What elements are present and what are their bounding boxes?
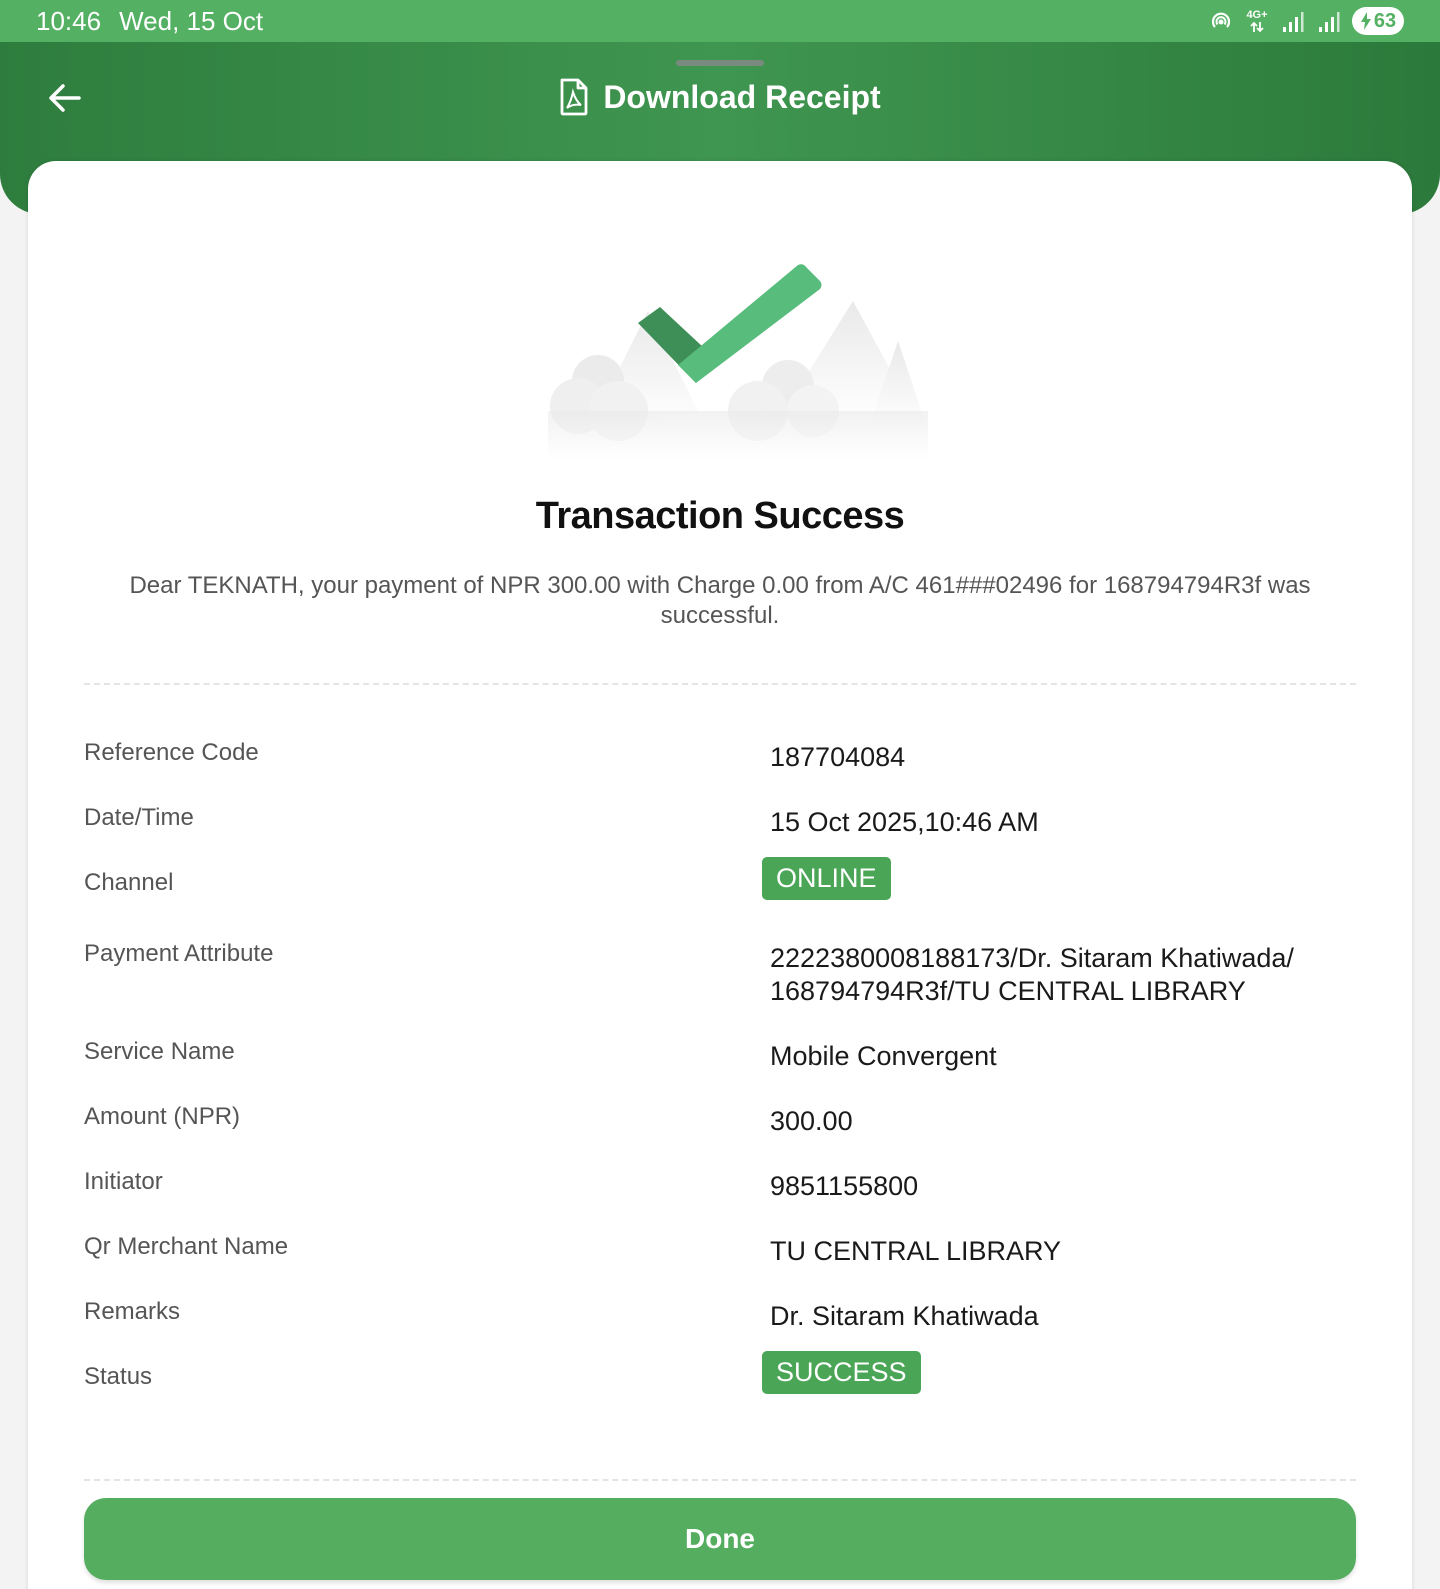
detail-value: 9851155800 [770, 1171, 919, 1201]
hotspot-icon [1208, 9, 1234, 33]
status-bar [0, 0, 1440, 42]
download-receipt-title[interactable] [0, 78, 1440, 116]
detail-label: Channel [84, 869, 174, 896]
status-date: Wed, 15 Oct [119, 5, 264, 36]
detail-value: TU CENTRAL LIBRARY [770, 1236, 1062, 1266]
success-check-illustration [528, 261, 948, 461]
detail-value: Mobile Convergent [770, 1041, 997, 1071]
channel-badge: ONLINE [762, 857, 891, 900]
detail-value: 187704084 [770, 742, 906, 772]
pdf-file-icon [559, 78, 589, 116]
detail-label: Remarks [84, 1298, 181, 1325]
drag-handle[interactable] [676, 60, 764, 66]
signal-icon [1280, 9, 1306, 33]
detail-value: 300.00 [770, 1106, 853, 1136]
detail-value: 2222380008188173/Dr. Sitaram Khatiwada/ 168794794R3f/TU CENTRAL LIBRARY [770, 943, 1294, 1006]
done-button[interactable]: Done [84, 1498, 1356, 1580]
network-4g-icon [1244, 9, 1270, 33]
detail-label: Service Name [84, 1038, 235, 1065]
detail-label: Payment Attribute [84, 940, 274, 967]
battery-charging-icon [1352, 7, 1404, 35]
battery-level: 63 [1373, 9, 1397, 32]
divider [84, 1479, 1356, 1481]
transaction-message: Dear TEKNATH, your payment of NPR 300.00 with Charge 0.00 from A/C 461###02496 for 168794794R3f was successful. [129, 572, 1311, 629]
detail-value: Dr. Sitaram Khatiwada [770, 1301, 1039, 1331]
detail-label: Reference Code [84, 739, 259, 766]
status-badge: SUCCESS [762, 1351, 921, 1394]
detail-label: Amount (NPR) [84, 1103, 241, 1130]
signal-icon [1316, 9, 1342, 33]
transaction-status-title: Transaction Success [535, 495, 905, 537]
status-time: 10:46 [36, 5, 102, 36]
receipt-card [28, 161, 1412, 1589]
detail-value: 15 Oct 2025,10:46 AM [770, 807, 1039, 837]
header-title-text: Download Receipt [603, 78, 881, 115]
detail-label: Qr Merchant Name [84, 1233, 289, 1260]
status-icons [1208, 7, 1404, 35]
detail-label: Status [84, 1363, 153, 1390]
divider [84, 683, 1356, 685]
detail-label: Initiator [84, 1168, 163, 1195]
detail-label: Date/Time [84, 804, 194, 831]
network-4g-label: 4G+ [1246, 8, 1268, 21]
